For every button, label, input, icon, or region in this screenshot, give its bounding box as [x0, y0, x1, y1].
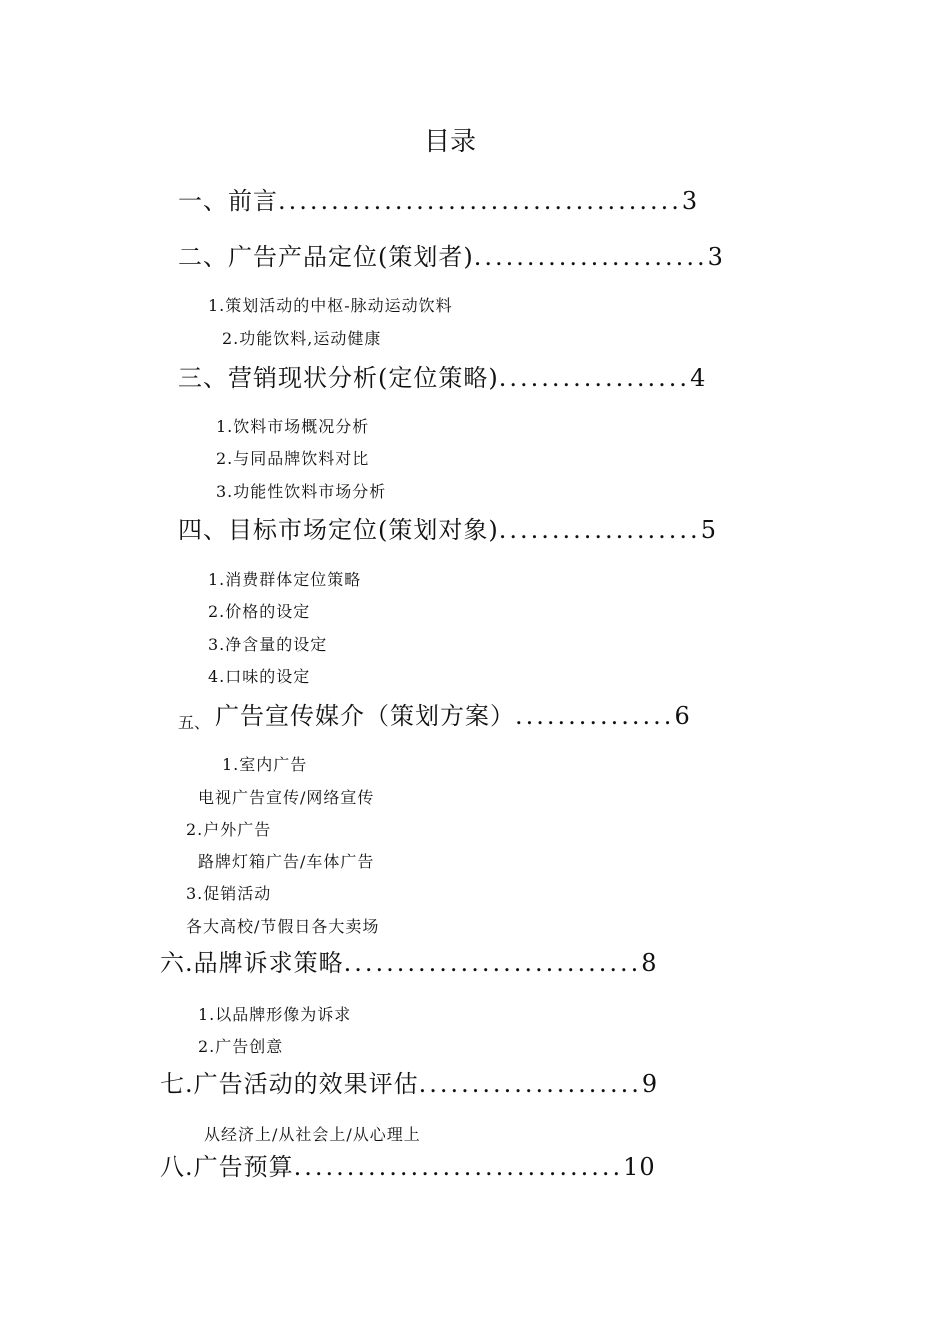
toc-subentry[interactable]: 4.口味的设定 [208, 667, 311, 686]
toc-page-number: 9 [641, 1070, 659, 1098]
toc-leader: ...................................... [278, 187, 682, 215]
toc-subentry[interactable]: 3.功能性饮料市场分析 [216, 482, 387, 501]
toc-entry-2[interactable] [178, 237, 724, 272]
toc-subentry-detail: 各大高校/节假日各大卖场 [186, 917, 380, 936]
toc-leader: ............................ [343, 949, 642, 977]
toc-leader: .................. [498, 364, 691, 392]
toc-entry-text: 四、目标市场定位(策划对象) [178, 516, 499, 544]
toc-entry-3[interactable] [178, 358, 706, 393]
page-title: 目录 [423, 127, 476, 157]
toc-page-number: 3 [707, 243, 724, 271]
toc-entry-text: 三、营销现状分析(定位策略) [178, 364, 499, 392]
toc-entry-text: 六.品牌诉求策略 [160, 949, 344, 977]
toc-entry-text: 八.广告预算 [160, 1153, 294, 1181]
toc-leader: ...................... [473, 243, 708, 271]
toc-subentry[interactable]: 3.净含量的设定 [208, 635, 328, 654]
toc-entry-5-prefix: 五、 [178, 713, 211, 732]
toc-entry-5[interactable] [215, 696, 691, 731]
toc-entry-text: 一、前言 [178, 187, 278, 215]
toc-subentry[interactable]: 1.饮料市场概况分析 [216, 417, 370, 436]
toc-leader: ..................... [418, 1070, 642, 1098]
toc-entry-text: 广告宣传媒介（策划方案） [215, 702, 515, 730]
toc-subentry[interactable]: 1.以品牌形像为诉求 [198, 1005, 352, 1024]
toc-subentry[interactable]: 2.广告创意 [198, 1037, 284, 1056]
toc-page-number: 8 [641, 949, 658, 977]
toc-entry-8[interactable] [160, 1147, 656, 1182]
toc-subentry[interactable]: 2.与同品牌饮料对比 [216, 449, 370, 468]
toc-entry-text: 七.广告活动的效果评估 [160, 1070, 419, 1098]
toc-page-number: 10 [623, 1153, 656, 1181]
toc-page-number: 6 [674, 702, 691, 730]
toc-entry-7[interactable] [160, 1064, 658, 1099]
toc-subentry-detail: 从经济上/从社会上/从心理上 [204, 1125, 421, 1144]
toc-entry-6[interactable] [160, 943, 658, 978]
toc-page-number: 3 [681, 187, 699, 215]
toc-leader: ............................... [293, 1153, 624, 1181]
toc-subentry[interactable]: 1.消费群体定位策略 [208, 570, 362, 589]
toc-leader: ............... [515, 702, 675, 730]
toc-entry-4[interactable] [178, 510, 717, 545]
toc-subentry-detail: 电视广告宣传/网络宣传 [198, 788, 375, 807]
toc-subentry[interactable]: 3.促销活动 [186, 884, 272, 903]
toc-entry-text: 二、广告产品定位(策划者) [178, 243, 474, 271]
toc-subentry[interactable]: 1.室内广告 [222, 755, 308, 774]
toc-subentry[interactable]: 2.户外广告 [186, 820, 272, 839]
toc-subentry-detail: 路牌灯箱广告/车体广告 [198, 852, 375, 871]
toc-page-number: 4 [690, 364, 707, 392]
toc-entry-1[interactable] [178, 181, 698, 216]
toc-leader: ................... [498, 516, 701, 544]
toc-page-number: 5 [700, 516, 717, 544]
toc-subentry[interactable]: 2.价格的设定 [208, 602, 311, 621]
toc-subentry[interactable]: 2.功能饮料,运动健康 [222, 329, 382, 348]
toc-subentry[interactable]: 1.策划活动的中枢-脉动运动饮料 [208, 296, 453, 315]
